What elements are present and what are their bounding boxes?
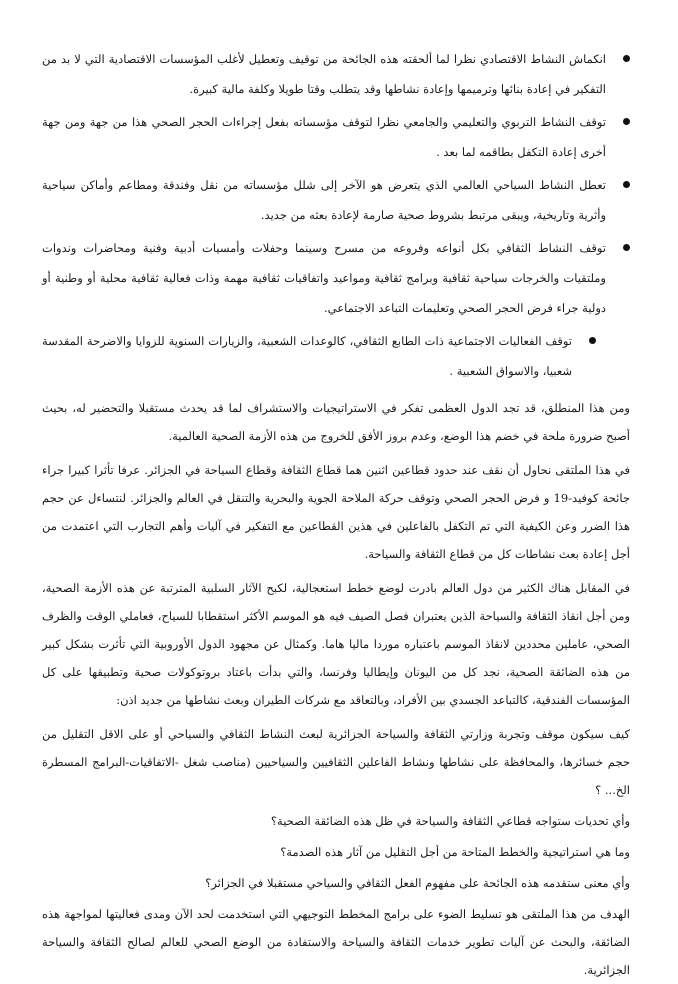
paragraph-objective: الهدف من هذا الملتقى هو تسليط الضوء على برامج المخطط التوجيهي التي استخدمت لحد الآن ومدى فعاليتها لمواجهة هذه الضائقة، والبحث عن آليات تطوير خدمات الثقافة والسياحة والاستفادة من الوضع الصحي للعالم لصالح الثقافة والسياحة الجزائرية. [42,907,630,977]
impact-bullet-list [42,44,630,386]
question-challenges: وأي تحديات ستواجه قطاعي الثقافة والسياحة في ظل هذه الضائقة الصحية؟ [270,814,630,828]
bullet-social-events [42,326,630,386]
bullet-dot-icon [623,55,630,62]
question-strategy: وما هي استراتيجية والخطط المتاحة من أجل التقليل من آثار هذه الصدمة؟ [280,845,630,859]
bullet-text: تعطل النشاط السياحي العالمي الذي يتعرض هو الآخر إلى شلل مؤسساته من نقل وفندقة ومطاعم وأماكن سياحية وأثرية وتاريخية، ويبقى مرتبط بشروط صحية صارمة لإعادة بعثه من جديد. [42,178,606,222]
bullet-text: توقف الفعاليات الاجتماعية ذات الطابع الثقافي، كالوعدات الشعبية، والزيارات السنوية للزوايا والاضرحة المقدسة شعبيا، والاسواق الشعبية . [42,334,572,378]
bullet-culture [42,233,630,323]
question-meaning: وأي معنى ستقدمه هذه الجائحة على مفهوم الفعل الثقافي والسياحي مستقبلا في الجزائر؟ [205,876,630,890]
bullet-dot-icon [623,244,630,251]
bullet-education [42,107,630,167]
bullet-dot-icon [623,181,630,188]
paragraph-conference-scope: في هذا الملتقى نحاول أن نقف عند حدود قطاعين اثنين هما قطاع الثقافة وقطاع السياحة في الجزائر. عرفا تأثرا كبيرا جراء جائحة كوفيد-19 و فرض الحجر الصحي وتوقف حركة الملاحة الجوية والبحرية والتنقل في العالم والجزائر. لنتساءل عن حجم هذا الضرر وعن الكيفية التي تم التكفل بالفاعلين في هذين القطاعين مع التفكير في آليات وأهم التجارب التي اعتمدت من أجل إعادة بعث نشاطات كل من قطاع الثقافة والسياحة. [42,463,630,561]
bullet-dot-icon [589,337,596,344]
bullet-text: انكماش النشاط الاقتصادي نظرا لما ألحقته هذه الجائحة من توقيف وتعطيل لأغلب المؤسسات الاقتصادية التي لا بد من التفكير في إعادة بنائها وترميمها وإعادة نشاطها وقد يتطلب وقتا طويلا وكلفة مالية كبيرة. [42,52,606,96]
question-ministries: كيف سيكون موقف وتجربة وزارتي الثقافة والسياحة الجزائرية لبعث النشاط الثقافي والسياحي أو على الاقل التقليل من حجم خسائرها، والمحافظة على نشاطها ونشاط الفاعلين الثقافيين والسياحيين (مناصب شغل -الاتفاقيات-البرامج المسطرة الخ... ؟ [42,727,630,797]
bullet-economic [42,44,630,104]
bullet-text: توقف النشاط التربوي والتعليمي والجامعي نظرا لتوقف مؤسساته بفعل إجراءات الحجر الصحي هذا من جهة ومن جهة أخرى إعادة التكفل بطاقمه لما بعد . [42,115,606,159]
bullet-text: توقف النشاط الثقافي بكل أنواعه وفروعه من مسرح وسينما وحفلات وأمسيات أدبية وفنية ومحاضرات وندوات وملتقيات والخرجات سياحية ثقافية وبرامج ثقافية ومواعيد واتفاقيات ثقافية مهمة وذات فعالية ثقافية محلية أو وطنية أو دولية جراء فرض الحجر الصحي وتعليمات التباعد الاجتماعي. [42,241,606,315]
bullet-tourism [42,170,630,230]
bullet-dot-icon [623,118,630,125]
paragraph-international-response: في المقابل هناك الكثير من دول العالم بادرت لوضع خطط استعجالية، لكبح الآثار السلبية المترتبة عن هذه الأزمة الصحية، ومن أجل انقاذ الثقافة والسياحة الذين يعتبران فصل الصيف فيه هو الموسم الأكثر استقطابا للسياح، فعاملي الوقت والظرف الصحي، عاملين محددين لانقاذ الموسم باعتباره موردا ماليا هاما. وكمثال عن مجهود الدول الأوروبية التي تأثرت بشكل كبير من هذه الضائقة الصحية، نجد كل من اليونان وإيطاليا وفرنسا، والتي بدأت باعتاد بروتوكولات صحية وتطبيقها على كل المؤسسات الفندقية، كالتباعد الجسدي بين الأفراد، وبالتعاقد مع شركات الطيران وبعث نشاطها من جديد اذن: [42,581,630,707]
paragraph-intro: ومن هذا المنطلق، قد تجد الدول العظمى تفكر في الاستراتيجيات والاستشراف لما قد يحدث مستقبلا والتحضير له، بحيث أصبح ضرورة ملحة في خضم هذا الوضع، وعدم بروز الأفق للخروج من هذه الأزمة الصحية العالمية. [42,401,630,443]
